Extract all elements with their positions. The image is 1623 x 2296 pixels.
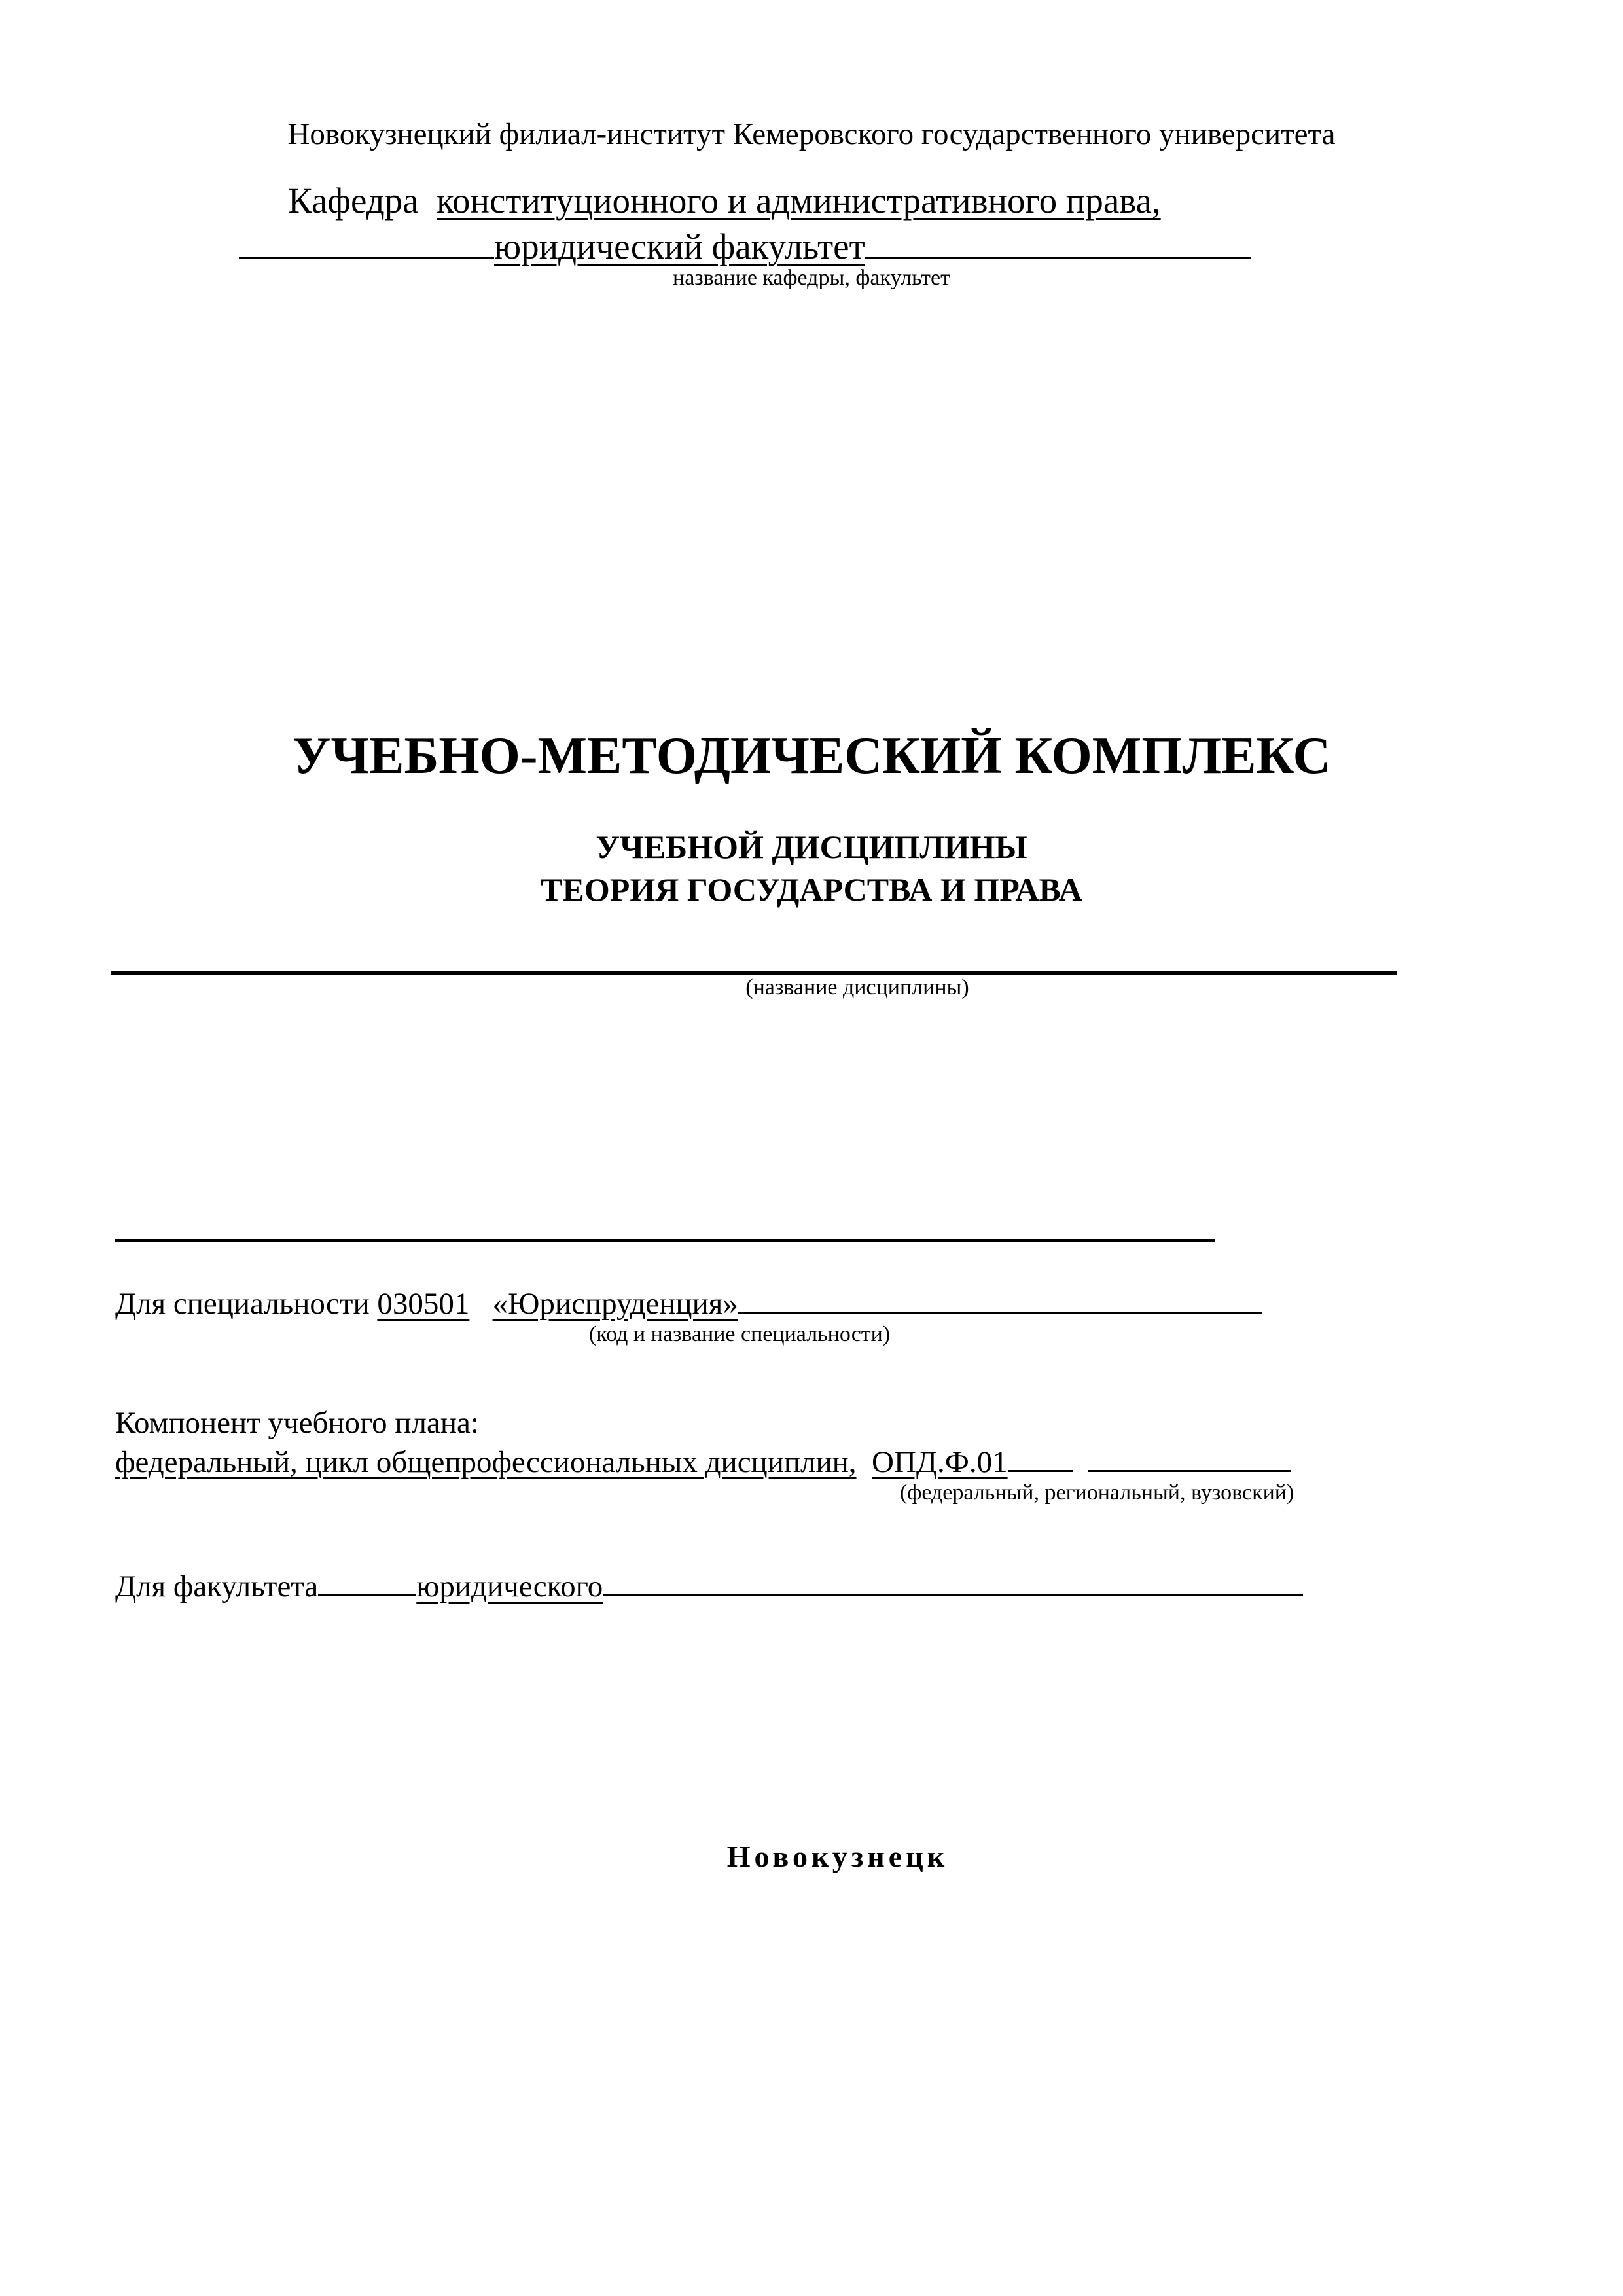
- specialty-caption: (код и название специальности): [589, 1322, 891, 1346]
- blank-line: [239, 256, 494, 259]
- blank-line: [738, 1311, 1262, 1314]
- department-line-2: [239, 226, 1251, 267]
- separator-line: [115, 1239, 1215, 1242]
- blank-line: [318, 1594, 416, 1596]
- component-value: федеральный, цикл общепрофессиональных дисциплин,: [115, 1445, 857, 1479]
- component-caption: (федеральный, региональный, вузовский): [900, 1480, 1294, 1505]
- specialty-label: Для специальности: [115, 1287, 370, 1321]
- component-code: ОПД.Ф.01: [872, 1445, 1008, 1479]
- component-label: Компонент учебного плана:: [115, 1406, 479, 1440]
- specialty-code: 030501: [377, 1287, 470, 1321]
- discipline-subtitle: УЧЕБНОЙ ДИСЦИПЛИНЫ: [596, 829, 1027, 865]
- blank-line: [865, 256, 1251, 259]
- faculty-name: юридический факультет: [494, 226, 865, 266]
- blank-line: [1088, 1469, 1160, 1472]
- department-caption: название кафедры, факультет: [673, 266, 950, 290]
- specialty-line: [115, 1286, 1262, 1321]
- discipline-name: ТЕОРИЯ ГОСУДАРСТВА И ПРАВА: [541, 871, 1082, 908]
- faculty-label: Для факультета: [115, 1570, 319, 1604]
- city: Новокузнецк: [726, 1840, 949, 1873]
- component-line: [115, 1444, 1291, 1480]
- institution-name: Новокузнецкий филиал-институт Кемеровского государственного университета: [287, 117, 1336, 151]
- document-title: УЧЕБНО-МЕТОДИЧЕСКИЙ КОМПЛЕКС: [292, 727, 1331, 785]
- faculty-line: [115, 1569, 1303, 1604]
- department-name: конституционного и административного права,: [437, 181, 1161, 221]
- blank-line: [1008, 1469, 1073, 1472]
- department-line-1: [288, 180, 1161, 221]
- department-prefix: Кафедра: [288, 181, 419, 221]
- blank-line: [603, 1594, 1303, 1596]
- faculty-value: юридического: [416, 1570, 603, 1604]
- specialty-name: «Юриспруденция»: [492, 1287, 738, 1321]
- blank-line: [1160, 1469, 1291, 1472]
- discipline-caption: (название дисциплины): [745, 975, 969, 999]
